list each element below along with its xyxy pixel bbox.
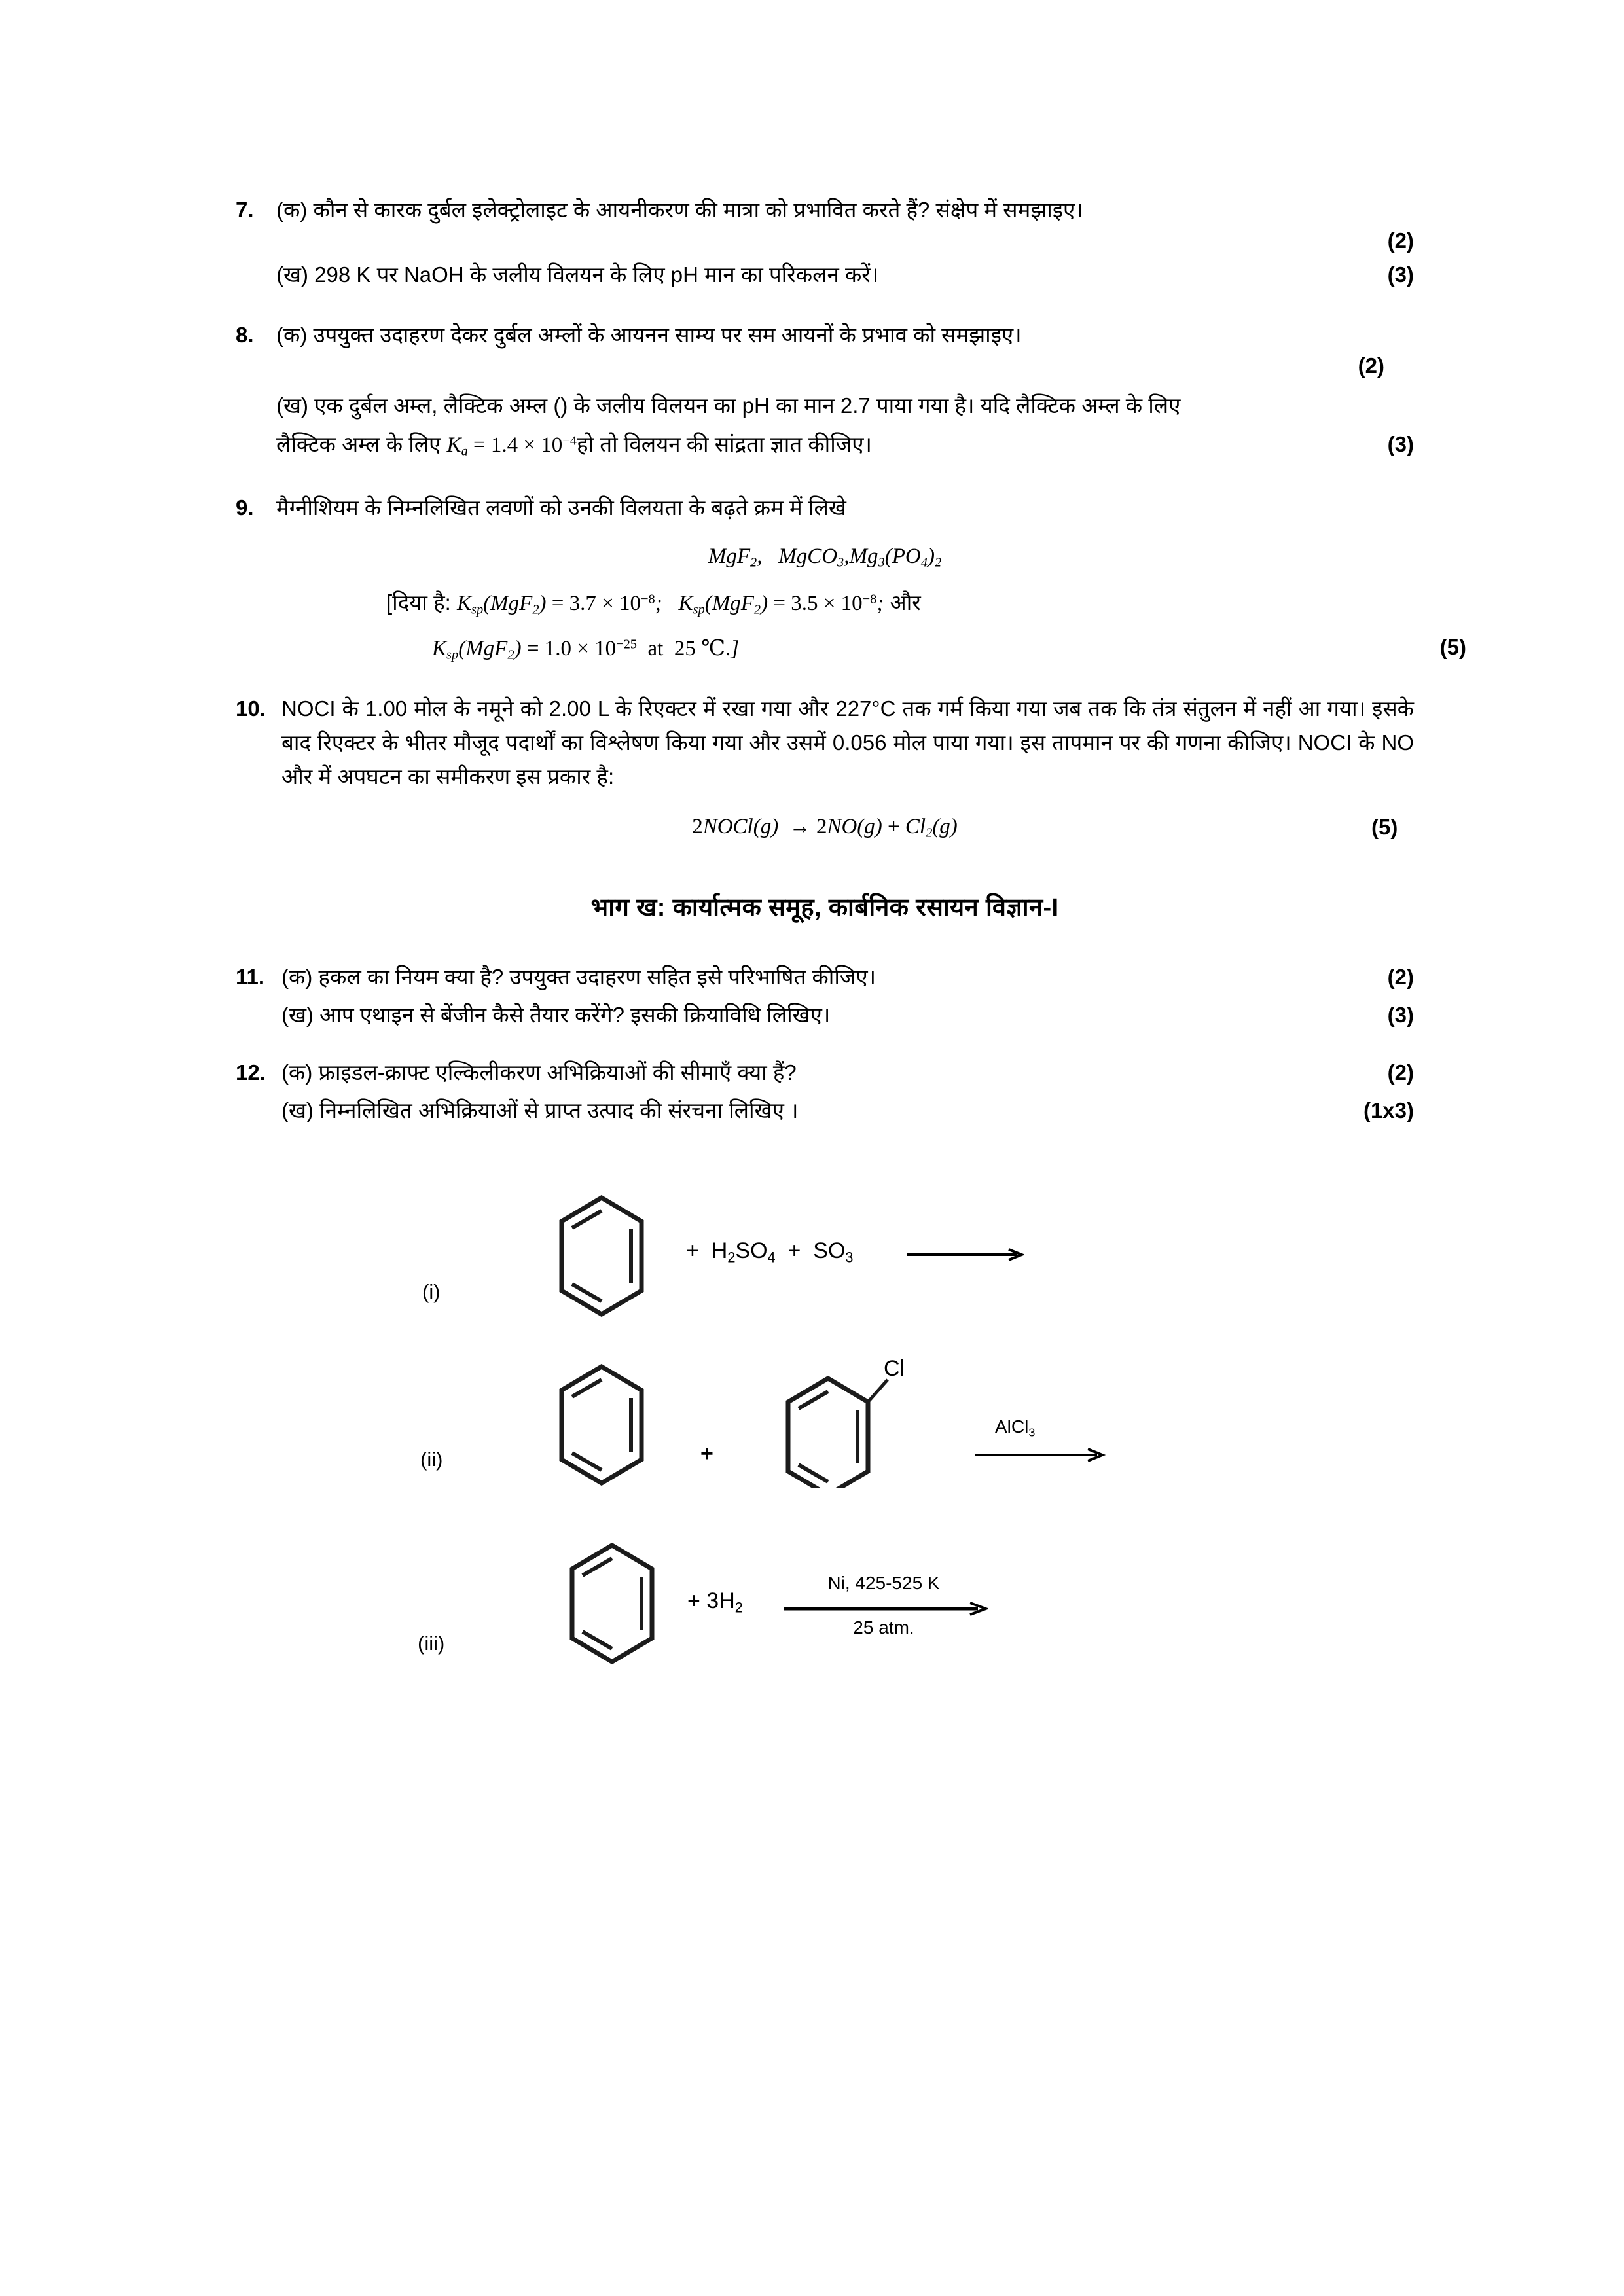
question-12-part-b-text: निम्नलिखित अभिक्रियाओं से प्राप्त उत्पाद की संरचना लिखिए । — [319, 1098, 799, 1123]
reaction-ii-label: (ii) — [420, 1447, 443, 1471]
reaction-i — [236, 1194, 1414, 1325]
question-8-part-b-formula-prefix: लैक्टिक अम्ल के लिए — [276, 431, 447, 456]
question-10-equation-row — [236, 815, 1414, 841]
question-8-part-a-marks: (2) — [1358, 353, 1384, 378]
question-12-part-a-marks: (2) — [1387, 1060, 1414, 1085]
magnesium-salts-formula: MgF$_2$, $MgCO_3,Mg_3(PO_4)_2$ — [708, 544, 942, 570]
reaction-iii-label: (iii) — [418, 1631, 445, 1655]
reaction-iii-arrow-icon — [784, 1602, 988, 1619]
question-8-part-a — [276, 318, 1414, 352]
question-11-part-b-label: (ख) — [281, 1003, 314, 1028]
question-12-part-b-label: (ख) — [281, 1098, 314, 1123]
question-12-part-b — [236, 1094, 1414, 1128]
question-12-part-b-marks: (1x3) — [1363, 1098, 1414, 1123]
question-9-given-line-1 — [236, 587, 1414, 618]
benzene-ring-icon — [558, 1194, 645, 1321]
question-12-part-a-label: (क) — [281, 1060, 313, 1085]
question-11 — [236, 960, 1414, 1032]
question-7-part-a-label: (क) — [276, 198, 308, 222]
question-8-part-b-marks: (3) — [1387, 431, 1414, 456]
question-8-part-b-label: (ख) — [276, 393, 308, 418]
reaction-iii-above-arrow-conditions: Ni, 425-525 K — [827, 1572, 940, 1593]
question-11-part-b-marks: (3) — [1387, 1003, 1414, 1028]
question-10-stem: NOCI के 1.00 मोल के नमूने को 2.00 L के रिएक्टर में रखा गया और 227°C तक गर्म किया गया जब तक कि तंत्र संतुलन में नहीं आ गया। इसके बाद रिएक्टर के भीतर मौजूद पदार्थों का विश्लेषण किया गया और उसमें 0.056 मोल पाया गया। इस तापमान पर की गणना कीजिए। NOCI के NO और में अपघटन का समीकरण इस प्रकार है: — [281, 696, 1414, 789]
question-12-part-a-text: फ्राइडल-क्राफ्ट एल्किलीकरण अभिक्रियाओं की सीमाएँ क्या हैं? — [318, 1060, 797, 1085]
ksp-value-1: $K_{sp}(MgF_2) = 3.7 \times 10^{-8}$; — [456, 592, 662, 618]
question-7-part-a-text: कौन से कारक दुर्बल इलेक्ट्रोलाइट के आयनीकरण की मात्रा को प्रभावित करते हैं? संक्षेप में समझाइए। — [313, 198, 1083, 222]
question-8-part-b-text-before: एक दुर्बल अम्ल, लैक्टिक अम्ल () के जलीय विलयन का pH का मान 2.7 पाया गया है। यदि लैक्टिक अम्ल के लिए — [314, 393, 1181, 418]
question-8-part-b — [236, 389, 1414, 423]
nocl-decomposition-equation: 2NOCl(g) → $2NO(g) + Cl_2(g)$ — [692, 815, 958, 840]
given-conjunction: और — [884, 590, 921, 615]
question-8-number: 8. — [236, 323, 254, 348]
benzene-ring-icon — [558, 1363, 645, 1490]
lactic-acid-ka-formula: $K_a = 1.4 \times 10^{-4}$ — [446, 433, 577, 459]
reaction-ii-substituent-cl: Cl — [884, 1355, 905, 1381]
question-8-part-b-text-after: हो तो विलयन की सांद्रता ज्ञात कीजिए। — [577, 431, 873, 456]
question-9-salts-formula-row — [236, 545, 1414, 571]
question-11-part-b — [236, 998, 1414, 1032]
question-11-part-b-text: आप एथाइन से बेंजीन कैसे तैयार करेंगे? इसकी क्रियाविधि लिखिए। — [319, 1003, 831, 1028]
question-11-part-a — [281, 960, 1414, 994]
question-9-marks: (5) — [1439, 635, 1466, 660]
question-7-number: 7. — [236, 198, 254, 222]
ksp-value-2: $K_{sp}(MgF_2) = 3.5 \times 10^{-8}$; — [662, 592, 884, 618]
chlorobenzene-ring-icon — [784, 1363, 915, 1492]
reaction-ii — [236, 1351, 1414, 1498]
question-8-part-a-label: (क) — [276, 323, 308, 348]
question-11-part-a-text: हकल का नियम क्या है? उपयुक्त उदाहरण सहित इसे परिभाषित कीजिए। — [318, 965, 876, 989]
reaction-i-reagents: + $H_2SO_4 + SO_3$ — [686, 1238, 854, 1266]
reaction-i-label: (i) — [422, 1280, 441, 1303]
question-7-part-b-text: 298 K पर NaOH के जलीय विलयन के लिए pH मान का परिकलन करें। — [314, 262, 879, 287]
ksp-value-3: $K_{sp}(MgF_2) = 1.0 \times 10^{-25}$ at 25 ℃.] — [432, 637, 740, 662]
question-9-stem: मैग्नीशियम के निम्नलिखित लवणों को उनकी विलयता के बढ़ते क्रम में लिखे — [276, 495, 846, 520]
question-9-given-line-2 — [236, 635, 1466, 663]
reaction-iii-reagents: + $3H_2$ — [687, 1588, 743, 1616]
question-7-part-a — [276, 193, 1414, 258]
question-11-part-a-marks: (2) — [1387, 965, 1414, 989]
question-12-part-a — [281, 1056, 1414, 1090]
question-11-number: 11. — [236, 965, 265, 989]
question-12-number: 12. — [236, 1060, 266, 1085]
question-12 — [236, 1056, 1414, 1128]
reaction-iii-below-arrow-conditions: 25 atm. — [853, 1617, 914, 1638]
question-7-part-b — [236, 258, 1414, 292]
page-content — [236, 193, 1466, 1672]
benzene-ring-icon — [568, 1541, 656, 1669]
question-7-part-b-label: (ख) — [276, 262, 308, 287]
question-9-number: 9. — [236, 495, 254, 520]
given-label: [दिया है: — [386, 590, 457, 615]
reaction-ii-plus-sign: + — [700, 1441, 713, 1466]
question-8-part-b-formula-row — [236, 427, 1414, 462]
question-7-part-a-marks: (2) — [1387, 228, 1414, 253]
reaction-iii — [236, 1541, 1414, 1672]
reaction-ii-arrow-icon — [975, 1448, 1106, 1465]
question-9 — [236, 491, 1466, 663]
question-8-part-a-text: उपयुक्त उदाहरण देकर दुर्बल अम्लों के आयनन साम्य पर सम आयनों के प्रभाव को समझाइए। — [313, 323, 1022, 348]
question-10-number: 10. — [236, 696, 266, 721]
section-heading-part-kha: भाग ख: कार्यात्मक समूह, कार्बनिक रसायन विज्ञान-I — [590, 894, 1059, 922]
question-7-part-b-marks: (3) — [1387, 262, 1414, 287]
question-11-part-a-label: (क) — [281, 965, 313, 989]
question-8 — [236, 318, 1414, 461]
question-10 — [236, 692, 1414, 841]
question-10-marks: (5) — [1371, 815, 1398, 840]
reaction-ii-catalyst: AlCl$_3$ — [995, 1416, 1036, 1439]
question-7 — [236, 193, 1414, 292]
reaction-i-arrow-icon — [907, 1247, 1024, 1265]
